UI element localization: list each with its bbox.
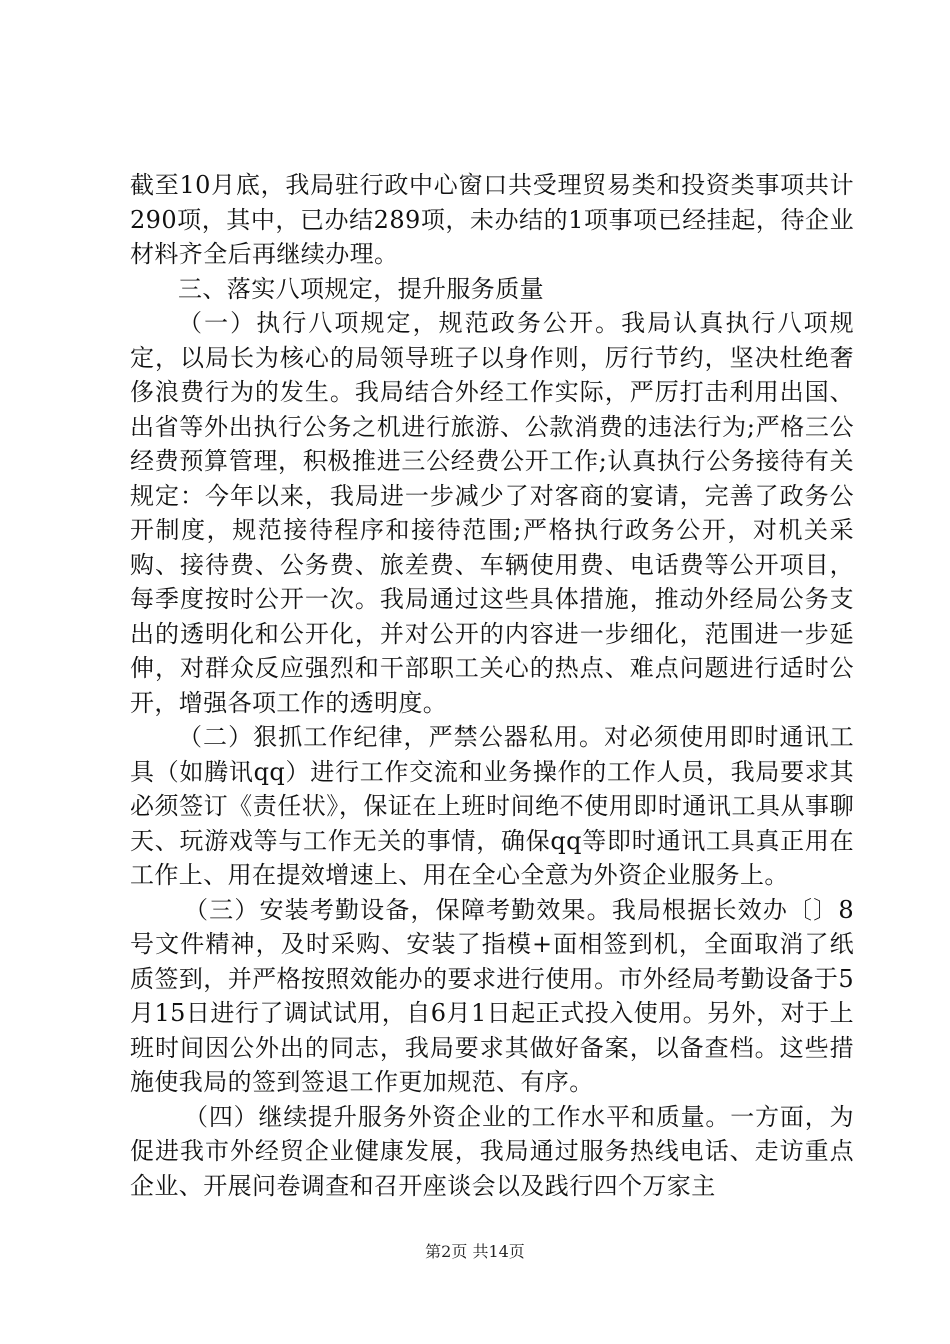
page-footer bbox=[0, 1242, 950, 1262]
paragraph-item-four: （四）继续提升服务外资企业的工作水平和质量。一方面，为促进我市外经贸企业健康发展，我局通过服务热线电话、走访重点企业、开展问卷调查和召开座谈会以及践行四个万家主 bbox=[130, 1102, 854, 1200]
document-body bbox=[130, 168, 854, 1203]
paragraph-item-three: （三）安装考勤设备，保障考勤效果。我局根据长效办〔〕8号文件精神，及时采购、安装了指模+面相签到机，全面取消了纸质签到，并严格按照效能办的要求进行使用。市外经局考勤设备于5月15日进行了调试试用，自6月1日起正式投入使用。另外，对于上班时间因公外出的同志，我局要求其做好备案，以备查档。这些措施使我局的签到签退工作更加规范、有序。 bbox=[130, 895, 854, 1096]
page-number: 第2页 共14页 bbox=[425, 1242, 525, 1261]
paragraph-window-statistics: 截至10月底，我局驻行政中心窗口共受理贸易类和投资类事项共计290项，其中，已办结289项，未办结的1项事项已经挂起，待企业材料齐全后再继续办理。 bbox=[130, 171, 854, 268]
section-heading-three: 三、落实八项规定，提升服务质量 bbox=[178, 274, 544, 303]
paragraph-item-one: （一）执行八项规定，规范政务公开。我局认真执行八项规定，以局长为核心的局领导班子以身作则，厉行节约，坚决杜绝奢侈浪费行为的发生。我局结合外经工作实际，严厉打击利用出国、出省等外出执行公务之机进行旅游、公款消费的违法行为;严格三公经费预算管理，积极推进三公经费公开工作;认真执行公务接待有关规定：今年以来，我局进一步减少了对客商的宴请，完善了政务公开制度，规范接待程序和接待范围;严格执行政务公开，对机关采购、接待费、公务费、旅差费、车辆使用费、电话费等公开项目，每季度按时公开一次。我局通过这些具体措施，推动外经局公务支出的透明化和公开化，并对公开的内容进一步细化，范围进一步延伸，对群众反应强烈和干部职工关心的热点、难点问题进行适时公开，增强各项工作的透明度。 bbox=[130, 309, 854, 717]
paragraph-item-two: （二）狠抓工作纪律，严禁公器私用。对必须使用即时通讯工具（如腾讯qq）进行工作交流和业务操作的工作人员，我局要求其必须签订《责任状》，保证在上班时间绝不使用即时通讯工具从事聊天、玩游戏等与工作无关的事情，确保qq等即时通讯工具真正用在工作上、用在提效增速上、用在全心全意为外资企业服务上。 bbox=[130, 723, 854, 889]
